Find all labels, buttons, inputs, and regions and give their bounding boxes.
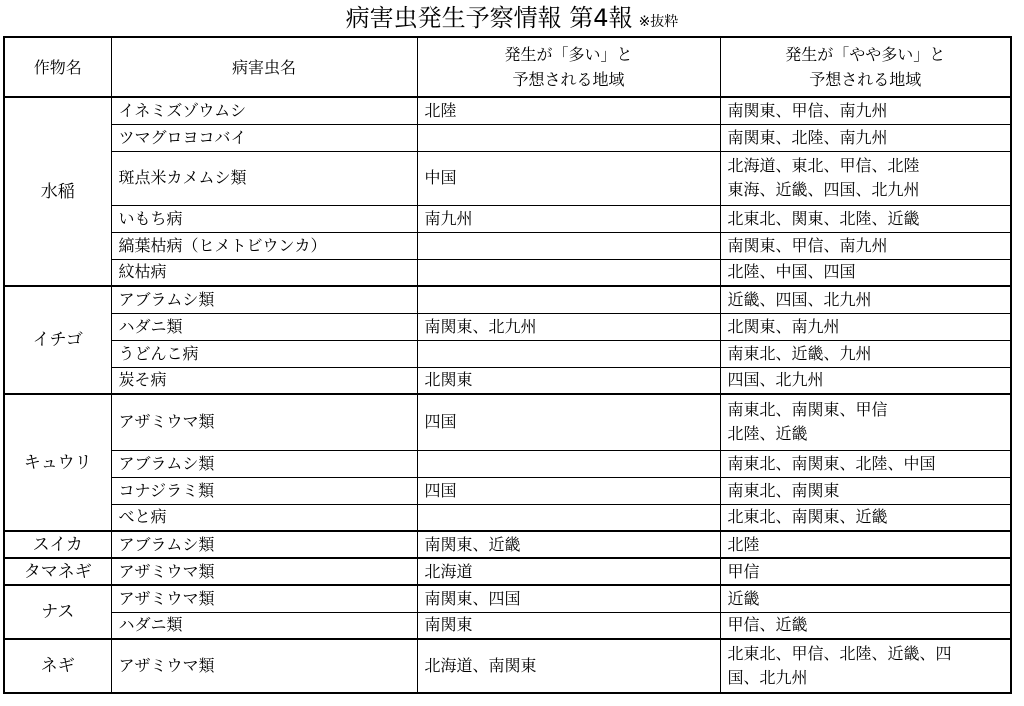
many-regions [417,124,720,151]
somewhat-regions: 北東北、関東、北陸、近畿 [720,205,1011,232]
pest-name: アブラムシ類 [111,286,417,313]
pest-name: アザミウマ類 [111,558,417,585]
pest-name: べと病 [111,504,417,531]
pest-name: アブラムシ類 [111,531,417,558]
table-row [4,259,1011,286]
crop-name: ナス [4,585,111,639]
table-row [4,585,1011,612]
somewhat-regions: 四国、北九州 [720,367,1011,394]
somewhat-regions: 北陸 [720,531,1011,558]
pest-name: ハダニ類 [111,612,417,639]
somewhat-regions: 甲信 [720,558,1011,585]
many-regions [417,259,720,286]
table-row [4,232,1011,259]
table-row [4,558,1011,585]
pest-name: 縞葉枯病（ヒメトビウンカ） [111,232,417,259]
many-regions: 南関東、四国 [417,585,720,612]
table-row [4,313,1011,340]
pest-name: 紋枯病 [111,259,417,286]
page-title [0,0,1024,36]
somewhat-regions-line2: 東海、近畿、四国、北九州 [727,180,920,199]
somewhat-regions: 南関東、甲信、南九州 [720,97,1011,124]
header-pest: 病害虫名 [111,37,417,97]
somewhat-regions [720,394,1011,450]
header-somewhat [720,37,1011,97]
many-regions: 中国 [417,151,720,205]
somewhat-regions: 南東北、南関東、北陸、中国 [720,450,1011,477]
table-row [4,205,1011,232]
crop-name: 水稲 [4,97,111,286]
somewhat-regions: 南東北、近畿、九州 [720,340,1011,367]
many-regions: 北関東 [417,367,720,394]
crop-name: キュウリ [4,394,111,531]
many-regions [417,504,720,531]
pest-name: 斑点米カメムシ類 [111,151,417,205]
table-row [4,286,1011,313]
table-row [4,151,1011,205]
table-row [4,639,1011,693]
pest-name: ハダニ類 [111,313,417,340]
somewhat-regions: 近畿、四国、北九州 [720,286,1011,313]
table-row [4,477,1011,504]
somewhat-regions: 近畿 [720,585,1011,612]
somewhat-regions: 南東北、南関東 [720,477,1011,504]
header-many-line2: 予想される地域 [512,70,625,89]
header-many [417,37,720,97]
many-regions: 四国 [417,394,720,450]
title-main: 病害虫発生予察情報 第4報 [345,4,633,32]
header-somewhat-line1: 発生が「やや多い」と [785,45,946,64]
somewhat-regions [720,639,1011,693]
crop-name: タマネギ [4,558,111,585]
table-row [4,367,1011,394]
many-regions [417,450,720,477]
somewhat-regions: 北東北、南関東、近畿 [720,504,1011,531]
table-row [4,612,1011,639]
many-regions [417,232,720,259]
pest-name: イネミズゾウムシ [111,97,417,124]
pest-name: コナジラミ類 [111,477,417,504]
pest-name: アザミウマ類 [111,394,417,450]
header-many-line1: 発生が「多い」と [504,45,633,64]
many-regions: 北海道 [417,558,720,585]
table-row [4,504,1011,531]
many-regions: 北陸 [417,97,720,124]
pest-name: 炭そ病 [111,367,417,394]
somewhat-regions-line1: 南東北、南関東、甲信 [727,400,888,420]
somewhat-regions: 甲信、近畿 [720,612,1011,639]
somewhat-regions-line2: 国、北九州 [727,668,808,687]
table-row [4,97,1011,124]
pest-name: アザミウマ類 [111,639,417,693]
many-regions: 北海道、南関東 [417,639,720,693]
somewhat-regions: 北関東、南九州 [720,313,1011,340]
many-regions: 南関東 [417,612,720,639]
table-row [4,531,1011,558]
somewhat-regions [720,151,1011,205]
somewhat-regions: 北陸、中国、四国 [720,259,1011,286]
pest-name: アブラムシ類 [111,450,417,477]
somewhat-regions-line2: 北陸、近畿 [727,424,808,444]
header-crop: 作物名 [4,37,111,97]
crop-name: スイカ [4,531,111,558]
table-row [4,394,1011,450]
somewhat-regions: 南関東、甲信、南九州 [720,232,1011,259]
table-row [4,340,1011,367]
pest-name: アザミウマ類 [111,585,417,612]
pest-name: いもち病 [111,205,417,232]
title-note: ※抜粋 [638,14,679,30]
many-regions: 四国 [417,477,720,504]
many-regions: 南九州 [417,205,720,232]
many-regions: 南関東、近畿 [417,531,720,558]
header-row [4,37,1011,97]
table-row [4,124,1011,151]
somewhat-regions: 南関東、北陸、南九州 [720,124,1011,151]
crop-name: ネギ [4,639,111,693]
many-regions [417,286,720,313]
somewhat-regions-line1: 北東北、甲信、北陸、近畿、四 [727,644,952,663]
pest-name: ツマグロヨコバイ [111,124,417,151]
table-row [4,450,1011,477]
somewhat-regions-line1: 北海道、東北、甲信、北陸 [727,156,920,175]
pest-name: うどんこ病 [111,340,417,367]
many-regions: 南関東、北九州 [417,313,720,340]
crop-name: イチゴ [4,286,111,394]
many-regions [417,340,720,367]
header-somewhat-line2: 予想される地域 [809,70,922,89]
pest-forecast-table [3,36,1012,694]
